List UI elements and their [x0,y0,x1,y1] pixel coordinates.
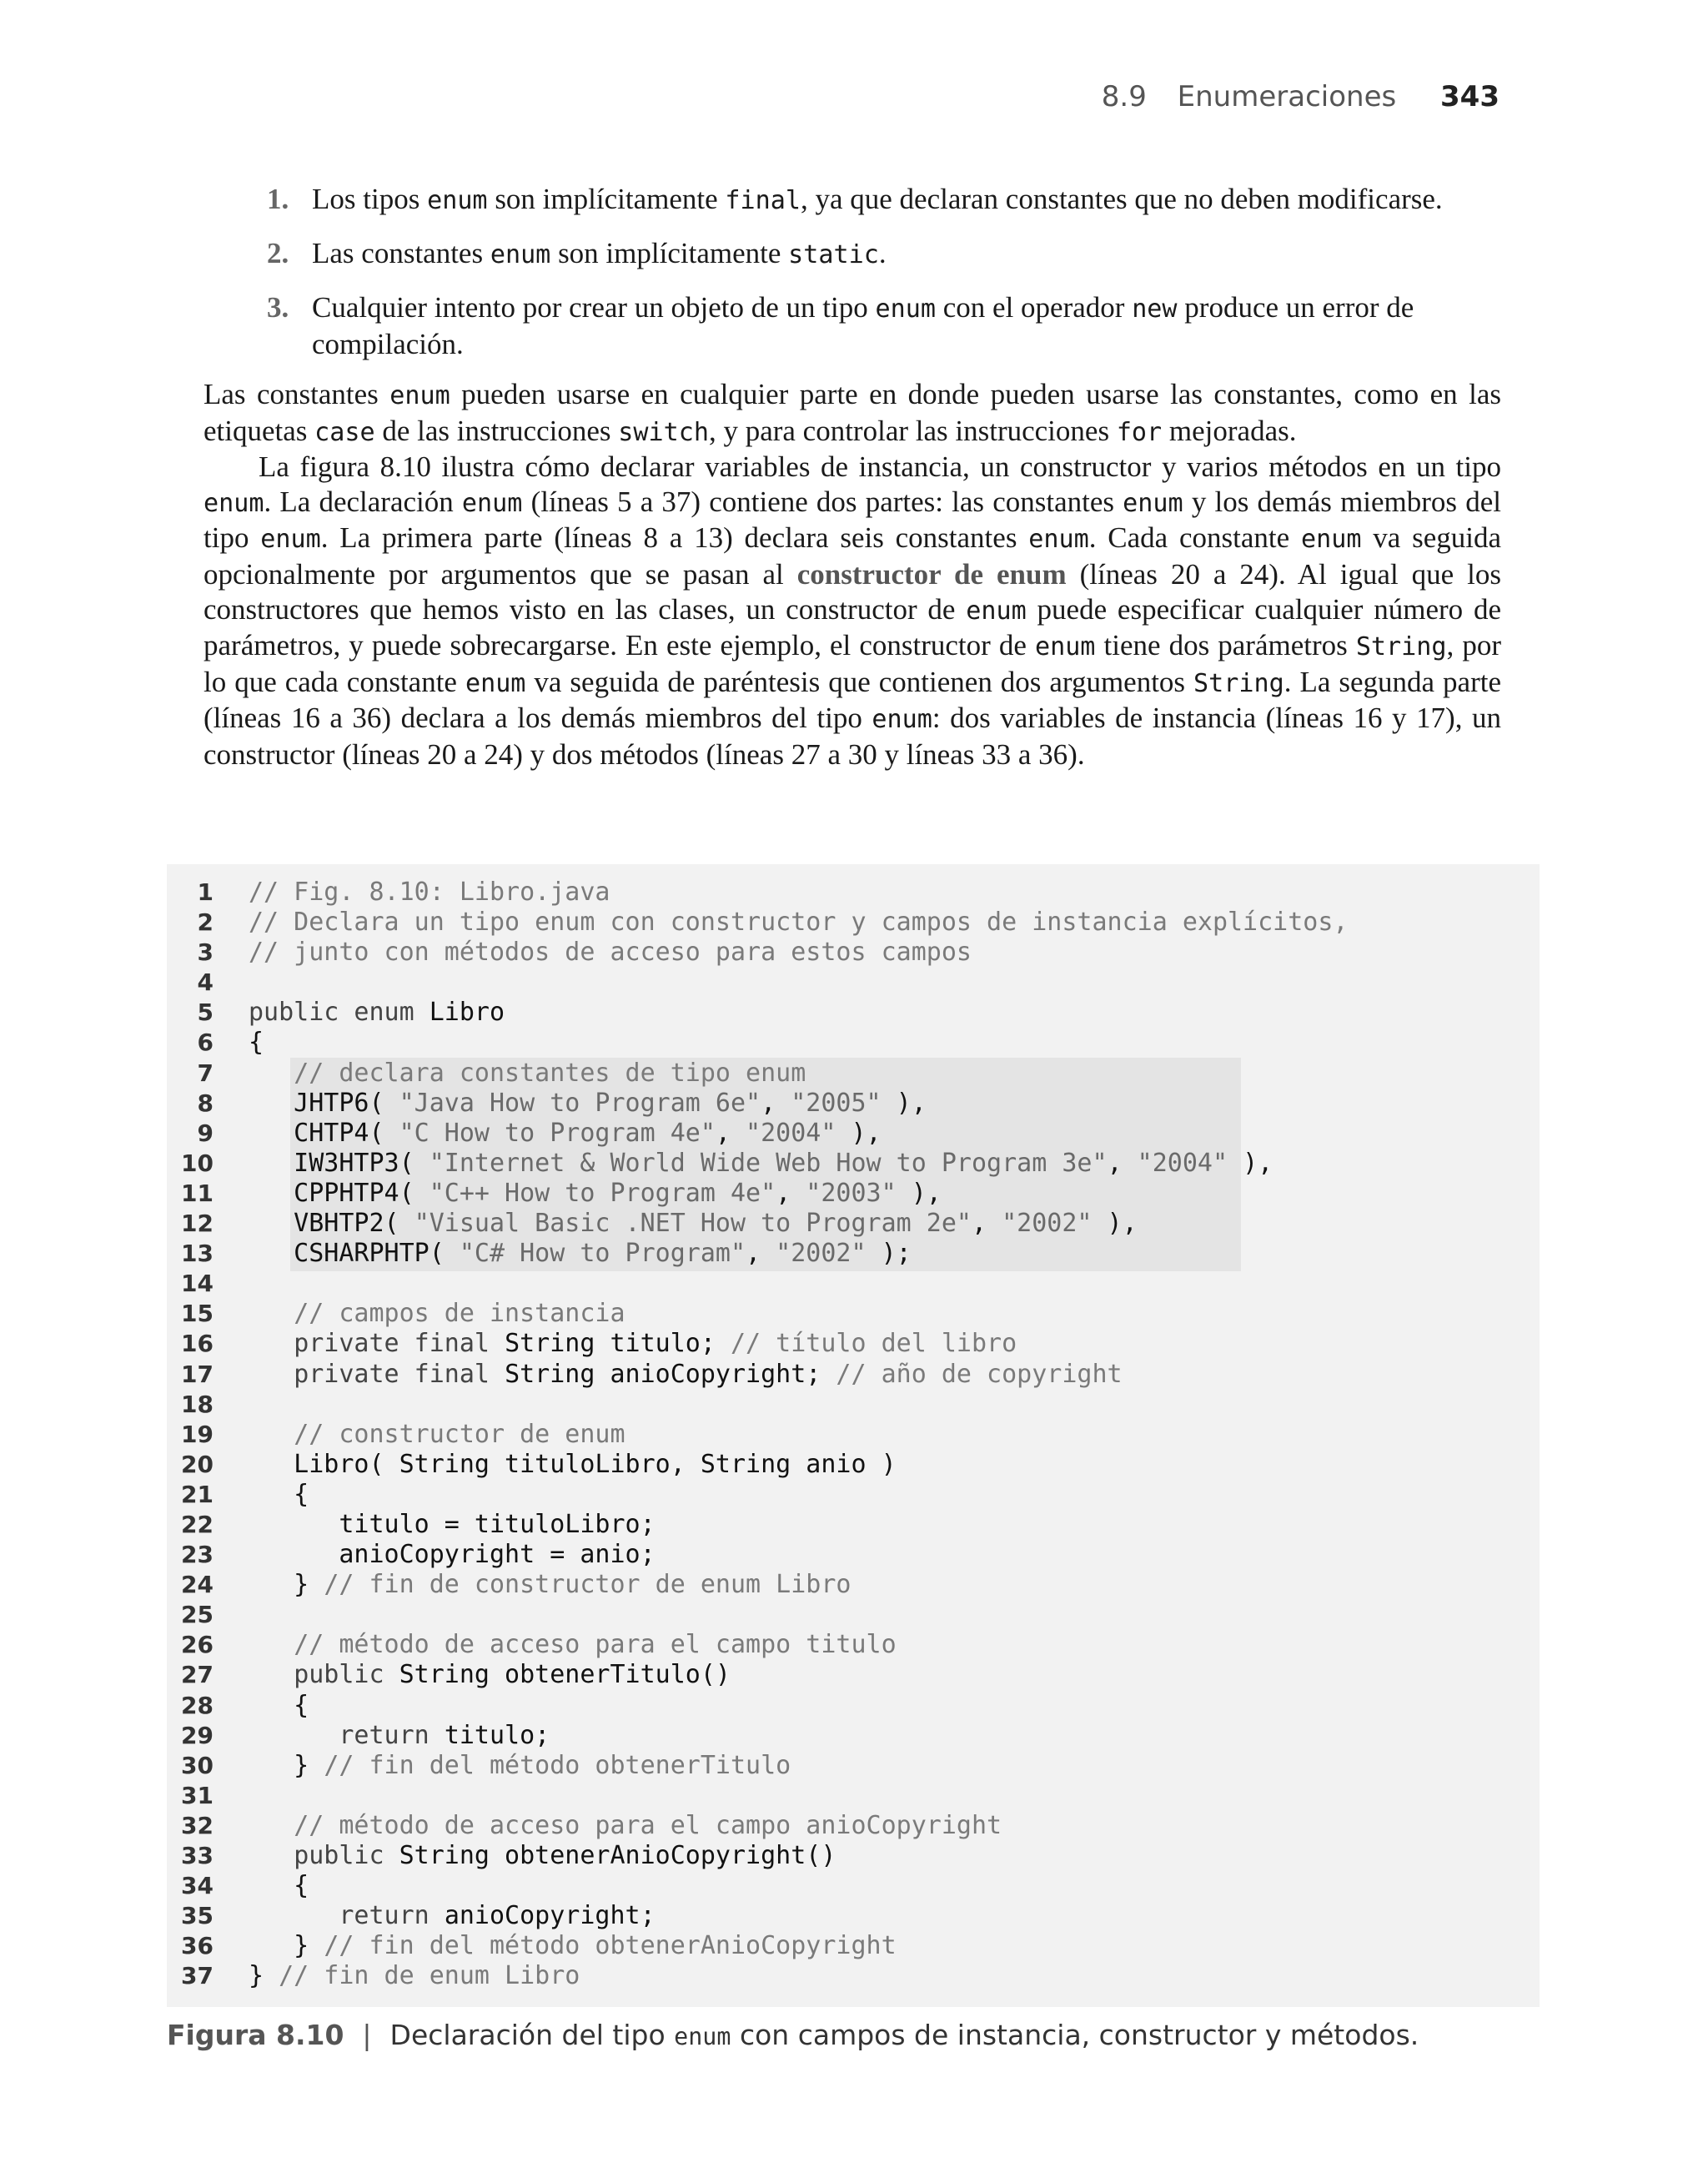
code-text [249,878,610,908]
code-line [167,1901,1540,1931]
paragraph [203,450,1501,772]
code-token [249,1721,339,1750]
code-token: , [746,1239,776,1269]
code-token [249,1811,294,1840]
code-text [249,1119,882,1149]
code-token: String obtenerTitulo() [399,1660,731,1690]
code-string: "Visual Basic .NET How to Program 2e" [414,1209,972,1239]
text-run: son implícitamente [550,237,789,269]
line-number: 25 [181,1601,214,1629]
text-run: va seguida de paréntesis que contienen dos argumentos [525,665,1194,698]
text-run: . Cada constante [1088,521,1301,555]
text-run: . La primera parte (líneas 8 a 13) declara seis constantes [320,521,1029,555]
text-run: , por lo que cada constante [203,629,1501,698]
list-item [267,290,1501,362]
code-line [167,1360,1540,1390]
code-text [249,1360,1123,1390]
code-line [167,1600,1540,1630]
text-run: . [878,237,887,269]
code-text [249,938,972,968]
line-number: 36 [181,1932,214,1960]
code-text [249,1179,942,1209]
inline-code: enum [1028,525,1089,555]
code-text [249,1660,731,1690]
code-token: JHTP6( [249,1088,399,1118]
code-line [167,1961,1540,1991]
code-line [167,1329,1540,1359]
code-comment: // junto con métodos de acceso para estos campos [249,938,972,968]
code-line [167,1630,1540,1660]
text-run: puede especificar cualquier número de parámetros, y puede sobrecargarse. En este ejemplo, el constructor de [203,592,1502,662]
code-line [167,1841,1540,1871]
code-token: } [249,1570,324,1600]
code-line [167,1239,1540,1269]
code-string: "Internet & World Wide Web How to Program 3e" [429,1148,1108,1178]
code-keyword: return [339,1901,445,1931]
inline-code: enum [427,186,488,215]
figure-label: Figura 8.10 [167,2019,344,2051]
code-text [249,998,505,1028]
code-line [167,1450,1540,1480]
code-line [167,1480,1540,1510]
code-text [249,1028,264,1058]
code-text [249,1089,927,1119]
code-comment: // fin del método obtenerTitulo [324,1750,791,1780]
code-token: { [249,1028,264,1058]
section-title: Enumeraciones [1177,80,1397,113]
line-number: 19 [181,1420,214,1448]
page-number: 343 [1440,80,1500,113]
code-text [249,1239,912,1269]
code-line [167,1781,1540,1811]
line-number: 20 [181,1450,214,1478]
code-token: } [249,1961,279,1991]
line-number: 8 [197,1089,214,1117]
code-line [167,1510,1540,1540]
figure-caption [167,2019,1585,2051]
code-line [167,1179,1540,1209]
section-number: 8.9 [1101,80,1147,113]
code-line [167,1871,1540,1901]
code-line [167,1721,1540,1751]
code-comment: // año de copyright [836,1359,1123,1389]
inline-code: enum [1123,488,1183,518]
code-token: String titulo; [505,1329,731,1359]
text-run: , ya que declaran constantes que no deben modificarse. [800,183,1443,215]
code-line [167,1028,1540,1058]
key-term: constructor de enum [796,557,1067,591]
code-line [167,1811,1540,1841]
text-run: de las instrucciones [374,414,619,447]
code-line [167,1119,1540,1149]
code-token: ), [896,1178,942,1208]
inline-code: enum [1300,525,1362,555]
code-line [167,1209,1540,1239]
code-token: IW3HTP3( [249,1148,430,1178]
text-run: : dos variables de instancia (líneas 16 y 17), un constructor (líneas 20 a 24) y dos métodos (líneas 27 a 30 y líneas 33 a 36). [203,702,1501,771]
code-comment: // declara constantes de tipo enum [294,1058,806,1088]
code-text [249,1480,309,1510]
code-string: "2004" [746,1118,836,1148]
inline-code: String [1193,668,1284,698]
code-token: , [776,1178,806,1208]
code-token: , [971,1209,1002,1239]
code-token: VBHTP2( [249,1209,414,1239]
inline-code: String [1355,632,1447,662]
code-token: titulo; [444,1720,550,1750]
line-number: 30 [181,1751,214,1779]
code-line [167,1059,1540,1089]
code-text [249,1751,791,1781]
inline-code: enum [461,488,523,518]
code-text [249,1961,580,1991]
code-token [249,1059,294,1088]
caption-text [390,2019,1419,2051]
text-run: Cualquier intento por crear un objeto de un tipo [312,291,876,324]
line-number: 4 [197,968,214,997]
code-line [167,1931,1540,1961]
line-number: 10 [181,1149,214,1177]
line-number: 23 [181,1541,214,1569]
code-token [249,1660,294,1689]
line-number: 3 [197,938,214,967]
list-item-number: 2. [267,237,289,269]
code-token: } [249,1750,324,1780]
inline-code: enum [966,596,1027,626]
line-number: 29 [181,1721,214,1749]
line-number: 27 [181,1661,214,1689]
list-item-number: 1. [267,183,289,215]
paragraph [203,377,1501,450]
code-token: ), [1228,1148,1273,1178]
code-listing [167,878,1540,1991]
code-keyword: return [339,1720,445,1750]
code-comment: // fin de enum Libro [279,1961,580,1991]
code-keyword: private final [294,1329,505,1359]
inline-code: enum [260,525,321,555]
line-number: 15 [181,1300,214,1328]
line-number: 12 [181,1210,214,1238]
line-number: 16 [181,1330,214,1358]
list-item-number: 3. [267,291,289,324]
line-number: 6 [197,1029,214,1057]
inline-code: enum [1034,632,1096,662]
code-text [249,1420,625,1450]
code-keyword: public [294,1841,399,1870]
code-token: } [249,1931,324,1961]
inline-code: switch [618,417,709,447]
code-text [249,1691,309,1721]
line-number: 24 [181,1571,214,1599]
text-run: Las constantes [203,378,390,410]
text-run: (líneas 5 a 37) contiene dos partes: las constantes [522,485,1123,518]
line-number: 7 [197,1059,214,1087]
line-number: 9 [197,1119,214,1147]
code-line [167,968,1540,998]
code-line [167,908,1540,938]
line-number: 33 [181,1842,214,1869]
code-comment: // método de acceso para el campo titulo [294,1630,897,1660]
code-line [167,1570,1540,1600]
inline-code: enum [872,705,932,735]
list-item [267,182,1501,219]
code-line [167,938,1540,968]
code-line [167,1751,1540,1781]
line-number: 26 [181,1631,214,1659]
code-line [167,1540,1540,1570]
text-run: con campos de instancia, constructor y métodos. [731,2019,1419,2051]
inline-code: enum [674,2023,731,2050]
code-text [249,1329,1017,1359]
text-run: . La segunda parte (líneas 16 a 36) declara a los demás miembros del tipo [203,665,1501,735]
code-text [249,1450,897,1480]
code-token [249,1299,294,1328]
code-token: ), [1092,1209,1138,1239]
code-string: "2004" [1137,1148,1228,1178]
code-comment: // método de acceso para el campo anioCopyright [294,1810,1002,1840]
list-item [267,236,1501,273]
code-comment: // fin del método obtenerAnioCopyright [324,1931,897,1961]
code-token: ), [881,1088,927,1118]
text-run: va seguida opcionalmente por argumentos que se pasan al [203,521,1501,591]
text-run: Declaración del tipo [389,2019,675,2051]
text-run: mejoradas. [1162,414,1297,447]
code-token: { [249,1871,309,1901]
text-run: y los demás miembros del tipo [203,485,1501,555]
code-token [249,1901,339,1930]
line-number: 34 [181,1872,214,1900]
code-text [249,908,1349,938]
code-text [249,1811,1002,1841]
code-text [249,1299,625,1329]
line-number: 37 [181,1962,214,1990]
line-number: 2 [197,908,214,937]
inline-code: enum [490,240,551,269]
code-string: "C# How to Program" [459,1239,746,1269]
code-text [249,1901,656,1931]
code-text [249,1540,656,1570]
code-text [249,1630,897,1660]
code-keyword: private final [294,1359,505,1389]
code-comment: // fin de constructor de enum Libro [324,1570,851,1600]
code-line [167,1420,1540,1450]
code-token: , [715,1118,746,1148]
code-keyword: public [294,1660,399,1690]
code-string: "Java How to Program 6e" [399,1088,761,1118]
code-text [249,1841,836,1871]
code-token [249,1630,294,1659]
code-token: { [249,1479,309,1509]
inline-code: enum [465,668,526,698]
code-token: ), [836,1118,882,1148]
inline-code: enum [875,294,936,324]
caption-separator: | [362,2019,372,2051]
code-text [249,1149,1273,1179]
code-text [249,1931,897,1961]
text-run: produce un error de compilación. [312,291,1414,360]
code-token: , [761,1088,791,1118]
line-number: 35 [181,1902,214,1930]
code-line [167,1390,1540,1420]
text-run: , y para controlar las instrucciones [708,414,1117,447]
text-run: pueden usarse en cualquier parte en donde pueden usarse las constantes, como en las etiquetas [203,378,1501,447]
line-number: 13 [181,1240,214,1268]
code-comment: // Fig. 8.10: Libro.java [249,878,610,907]
line-number: 32 [181,1811,214,1839]
code-line [167,1089,1540,1119]
code-line [167,1660,1540,1690]
code-token: anioCopyright; [444,1901,656,1931]
code-comment: // título del libro [731,1329,1017,1359]
inline-code: static [788,240,879,269]
code-token [249,1420,294,1449]
line-number: 11 [181,1179,214,1207]
code-string: "2005" [791,1088,882,1118]
inline-code: new [1132,294,1178,324]
inline-code: for [1116,417,1163,447]
code-string: "2003" [806,1178,897,1208]
code-line [167,1691,1540,1721]
code-string: "2002" [1002,1209,1093,1239]
line-number: 21 [181,1480,214,1508]
code-string: "C++ How to Program 4e" [429,1178,776,1208]
text-run: con el operador [936,291,1133,324]
code-token: titulo = tituloLibro; [249,1509,656,1539]
code-comment: // campos de instancia [294,1299,625,1329]
code-line [167,1269,1540,1299]
code-comment: // constructor de enum [294,1419,625,1449]
code-token: anioCopyright = anio; [249,1540,656,1570]
line-number: 17 [181,1360,214,1388]
code-line [167,878,1540,908]
line-number: 14 [181,1270,214,1298]
code-token: String obtenerAnioCopyright() [399,1841,836,1870]
code-string: "C How to Program 4e" [399,1118,716,1148]
line-number: 18 [181,1390,214,1418]
line-number: 5 [197,998,214,1027]
code-token: CHTP4( [249,1118,399,1148]
code-string: "2002" [776,1239,867,1269]
code-line [167,1149,1540,1179]
code-token: , [1107,1148,1138,1178]
text-run: Los tipos [312,183,428,215]
line-number: 22 [181,1510,214,1538]
text-run: . La declaración [264,485,462,518]
line-number: 28 [181,1691,214,1719]
text-run: Las constantes [312,237,490,269]
line-number: 31 [181,1781,214,1809]
inline-code: enum [389,381,450,410]
code-token [249,1329,294,1358]
code-token: CSHARPHTP( [249,1239,460,1269]
code-text [249,1721,550,1751]
code-token: Libro( String tituloLibro, String anio ) [249,1449,897,1479]
code-token: String anioCopyright; [505,1359,836,1389]
code-text [249,1570,851,1600]
text-run: La figura 8.10 ilustra cómo declarar variables de instancia, un constructor y varios métodos en un tipo [259,450,1501,484]
text-run: son implícitamente [487,183,726,215]
code-text [249,1510,656,1540]
code-token [249,1360,294,1389]
line-number: 1 [197,878,214,906]
running-header [0,80,1500,113]
text-run: tiene dos parámetros [1095,629,1356,662]
code-text [249,1059,806,1089]
code-token: Libro [429,998,505,1028]
body-text [203,377,1501,772]
inline-code: final [725,186,801,215]
code-line [167,998,1540,1028]
code-comment: // Declara un tipo enum con constructor y campos de instancia explícitos, [249,908,1349,938]
code-token: CPPHTP4( [249,1178,430,1208]
code-text [249,1209,1138,1239]
inline-code: case [314,417,375,447]
code-keyword: public enum [249,998,430,1028]
code-token [249,1841,294,1870]
numbered-list [267,182,1501,380]
code-line [167,1299,1540,1329]
code-token: ); [866,1239,912,1269]
text-run: (líneas 20 a 24). Al igual que los constructores que hemos visto en las clases, un constructor de [203,557,1501,626]
code-token: { [249,1690,309,1720]
inline-code: enum [203,488,264,518]
code-text [249,1871,309,1901]
